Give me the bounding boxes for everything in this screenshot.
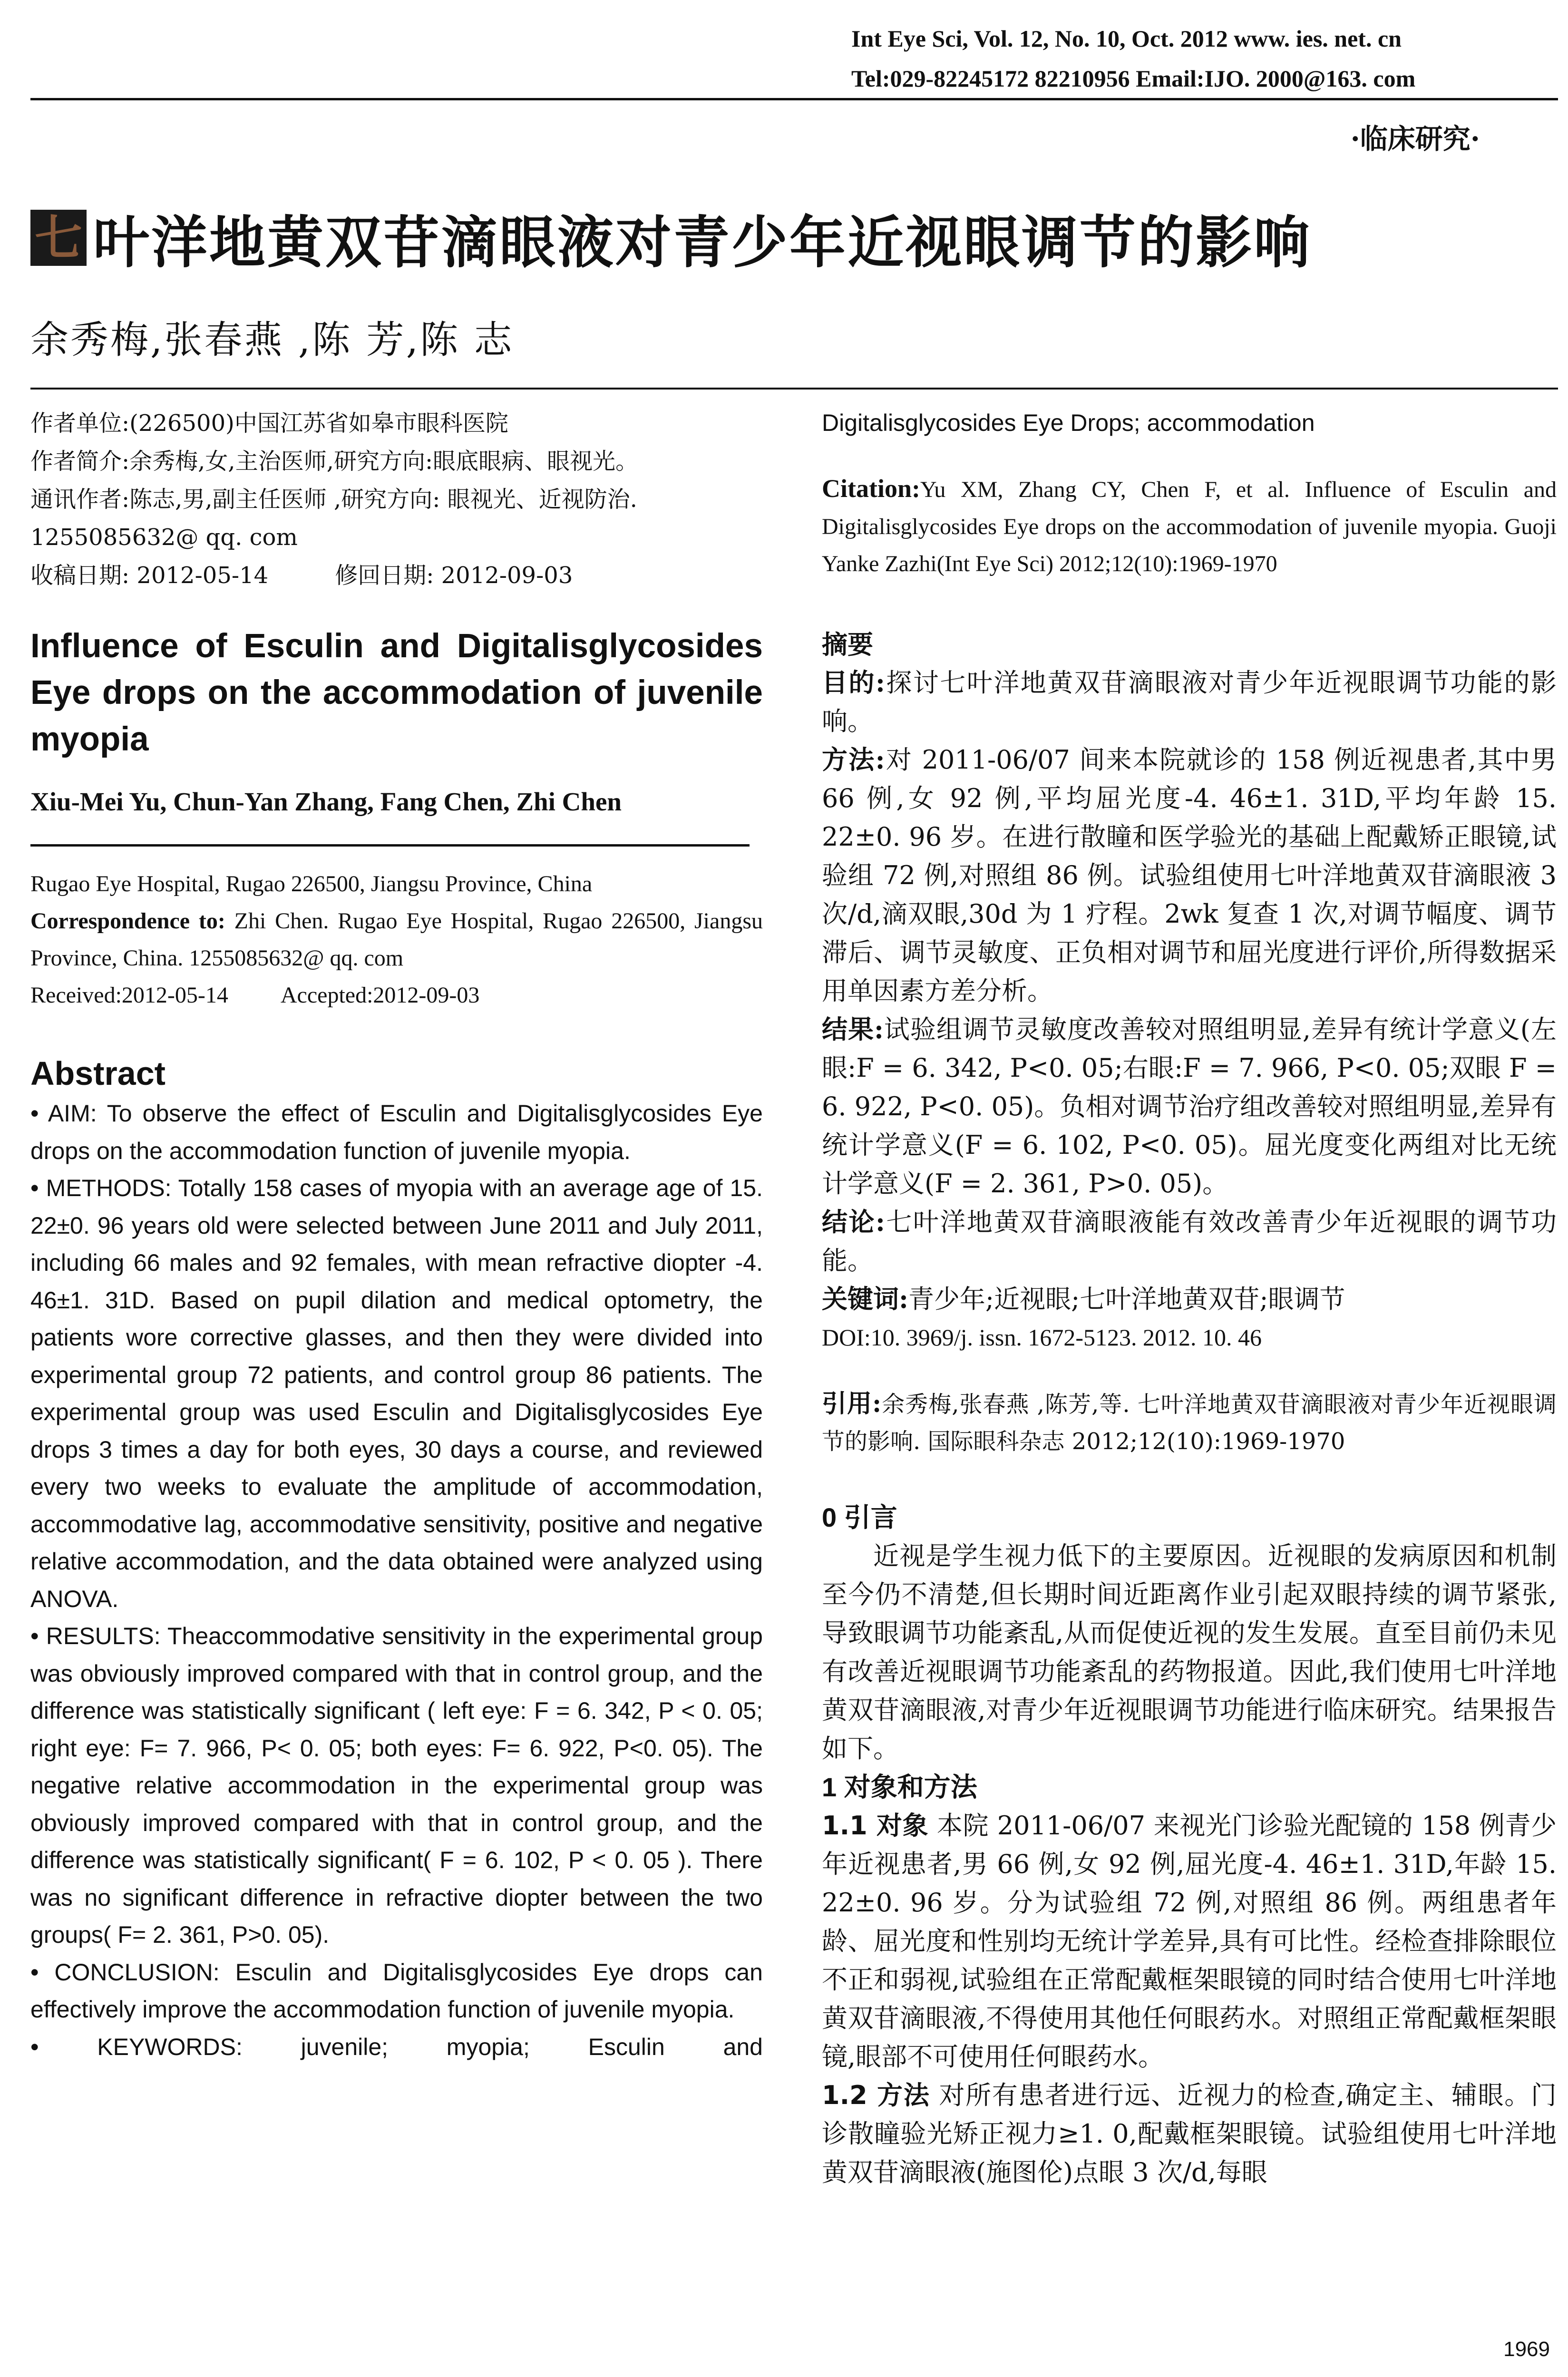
cn-abstract-heading: 摘要 — [822, 629, 873, 660]
correspondence — [30, 903, 763, 977]
subjects-label: 1.1 对象 — [822, 1811, 929, 1841]
accepted-date-en: Accepted:2012-09-03 — [280, 983, 480, 1008]
cn-abstract — [822, 663, 1557, 1357]
cn-methods-text: 对 2011-06/07 间来本院就诊的 158 例近视患者,其中男 66 例,女 92 例,平均屈光度-4. 46±1. 31D,平均年龄 15. 22±0. 96 岁。在进行散瞳和医学验光的基础上配戴矫正眼镜,试验组 72 例,对照组 86 例。试验组使用七叶洋地黄双苷滴眼液 3 次/d,滴双眼,30d 为 1 疗程。2wk 复查 1 次,对调节幅度、调节滞后、调节灵敏度、正负相对调节和屈光度进行评价,所得数据采用单因素方差分析。 — [822, 745, 1557, 1006]
title-first-char-block: 七 — [30, 210, 87, 266]
abstract-body — [30, 1095, 763, 2065]
cn-citation — [822, 1385, 1557, 1460]
title-text: 叶洋地黄双苷滴眼液对青少年近视眼调节的影响 — [93, 209, 1312, 275]
right-column — [822, 404, 1557, 2192]
cn-results-text: 试验组调节灵敏度改善较对照组明显,差异有统计学意义(左眼:F = 6. 342, P<0. 05;右眼:F = 7. 966, P<0. 05;双眼 F = 6. 922, P<0. 05)。负相对调节治疗组改善较对照组明显,差异有统计学意义(F = 6. 102, P<0. 05)。屈光度变化两组对比无统计学意义(F = 2. 361, P>0. 05)。 — [822, 1014, 1557, 1198]
english-rule — [30, 844, 750, 847]
abstract-aim: • AIM: To observe the effect of Esculin and Digitalisglycosides Eye drops on the accommodation function of juvenile myopia. — [30, 1100, 763, 1164]
dates-en — [30, 977, 763, 1014]
author-intro: 作者简介:余秀梅,女,主治医师,研究方向:眼底眼病、眼视光。 — [30, 448, 639, 475]
methods-heading: 1 对象和方法 — [822, 1772, 977, 1802]
method-text: 对所有患者进行远、近视力的检查,确定主、辅眼。门诊散瞳验光矫正视力≥1. 0,配戴框架眼镜。试验组使用七叶洋地黄双苷滴眼液(施图伦)点眼 3 次/d,每眼 — [822, 2080, 1557, 2187]
author-unit: 作者单位:(226500)中国江苏省如皋市眼科医院 — [30, 410, 508, 437]
abstract-results: • RESULTS: Theaccommodative sensitivity in the experimental group was obviously improved compared with that in control group, and the difference was statistically significant ( left eye: F = 6. 342, P < 0. 05; right eye: F= 7. 966, P< 0. 05; both eyes: F= 6. 922, P<0. 05). The negative relative accommodation in the experimental group was obviously improved compared with that in control group, and the difference was statistically significant( F = 6. 102, P < 0. 05 ). There was no significant difference in refractive diopter between the two groups( F= 2. 361, P>0. 05). — [30, 1623, 763, 1948]
authors-cn: 余秀梅,张春燕 ,陈 芳,陈 志 — [30, 318, 514, 362]
dates-cn — [30, 556, 763, 594]
received-date-cn: 收稿日期: 2012-05-14 — [30, 562, 269, 589]
abstract-methods: • METHODS: Totally 158 cases of myopia with an average age of 15. 22±0. 96 years old were selected between June 2011 and July 2011, including 66 males and 92 females, with mean refractive diopter -4. 46±1. 31D. Based on pupil dilation and medical optometry, the patients wore corrective glasses, and then they were divided into experimental group 72 patients, and control group 86 patients. The experimental group was used Esculin and Digitalisglycosides Eye drops 3 times a day for both eyes, 30 days a course, and reviewed every two weeks to evaluate the amplitude of accommodation, accommodative lag, accommodative sensitivity, positive and negative relative accommodation, and the data obtained were analyzed using ANOVA. — [30, 1175, 763, 1612]
subjects-paragraph — [822, 1806, 1557, 2076]
method-label: 1.2 方法 — [822, 2080, 930, 2110]
cn-results-label: 结果: — [822, 1014, 884, 1044]
cn-conclusion-text: 七叶洋地黄双苷滴眼液能有效改善青少年近视眼的调节功能。 — [822, 1207, 1557, 1276]
citation-en — [822, 470, 1557, 583]
abstract-keywords-tail: Digitalisglycosides Eye Drops; accommodation — [822, 409, 1315, 436]
page-number: 1969 — [1503, 2338, 1550, 2361]
journal-header-line2: Tel:029-82245172 82210956 Email:IJO. 2000@163. com — [851, 65, 1416, 92]
cn-results — [822, 1010, 1557, 1203]
abstract-keywords: • KEYWORDS: juvenile; myopia; Esculin and — [30, 2033, 763, 2060]
cn-keywords-text: 青少年;近视眼;七叶洋地黄双苷;眼调节 — [908, 1284, 1345, 1314]
subjects-text: 本院 2011-06/07 来视光门诊验光配镜的 158 例青少年近视患者,男 66 例,女 92 例,屈光度-4. 46±1. 31D,年龄 15. 22±0. 96 岁。分为试验组 72 例,对照组 86 例。两组患者年龄、屈光度和性别均无统计学差异,具有可比性。经检查排除眼位不正和弱视,试验组在正常配戴框架眼镜的同时结合使用七叶洋地黄双苷滴眼液,不得使用其他任何眼药水。对照组正常配戴框架眼镜,眼部不可使用任何眼药水。 — [822, 1811, 1557, 2072]
cn-citation-label: 引用: — [822, 1389, 882, 1418]
abstract-conclusion: • CONCLUSION: Esculin and Digitalisglycosides Eye drops can effectively improve the accommodation function of juvenile myopia. — [30, 1958, 763, 2023]
cn-conclusion — [822, 1203, 1557, 1280]
header-rule — [30, 98, 1558, 100]
cn-keywords-label: 关键词: — [822, 1284, 908, 1314]
journal-header-line1: Int Eye Sci, Vol. 12, No. 10, Oct. 2012 www. ies. net. cn — [851, 25, 1402, 52]
author-email: 1255085632@ qq. com — [30, 524, 298, 551]
cn-methods-label: 方法: — [822, 744, 885, 775]
citation-text: Yu XM, Zhang CY, Chen F, et al. Influence of Esculin and Digitalisglycosides Eye drops on the accommodation of juvenile myopia. Guoji Yanke Zazhi(Int Eye Sci) 2012;12(10):1969-1970 — [822, 477, 1557, 576]
cn-aim-label: 目的: — [822, 667, 885, 698]
english-authors: Xiu-Mei Yu, Chun-Yan Zhang, Fang Chen, Zhi Chen — [30, 787, 622, 816]
cn-conclusion-label: 结论: — [822, 1207, 885, 1237]
cn-citation-text: 余秀梅,张春燕 ,陈芳,等. 七叶洋地黄双苷滴眼液对青少年近视眼调节的影响. 国际眼科杂志 2012;12(10):1969-1970 — [822, 1391, 1557, 1455]
citation-label: Citation: — [822, 474, 920, 503]
cn-aim-text: 探讨七叶洋地黄双苷滴眼液对青少年近视眼调节功能的影响。 — [822, 668, 1557, 736]
corresponding-author: 通讯作者:陈志,男,副主任医师 ,研究方向: 眼视光、近视防治. — [30, 486, 637, 513]
article-title — [30, 200, 1312, 276]
intro-text: 近视是学生视力低下的主要原因。近视眼的发病原因和机制至今仍不清楚,但长期时间近距离作业引起双眼持续的调节紧张,导致眼调节功能紊乱,从而促使近视的发生发展。直至目前仍未见有改善近视眼调节功能紊乱的药物报道。因此,我们使用七叶洋地黄双苷滴眼液,对青少年近视眼调节功能进行临床研究。结果报告如下。 — [822, 1541, 1557, 1763]
left-column — [30, 404, 763, 2065]
cn-aim — [822, 663, 1557, 740]
section-tag: ·临床研究· — [1350, 123, 1480, 155]
affiliation: Rugao Eye Hospital, Rugao 226500, Jiangsu Province, China — [30, 871, 593, 896]
affiliation-block — [30, 866, 763, 1014]
cn-methods — [822, 740, 1557, 1010]
correspondence-label: Correspondence to: — [30, 908, 225, 934]
title-rule — [30, 388, 1558, 390]
doi: DOI:10. 3969/j. issn. 1672-5123. 2012. 10. 46 — [822, 1324, 1262, 1351]
method-paragraph — [822, 2076, 1557, 2192]
english-title: Influence of Esculin and Digitalisglycosides Eye drops on the accommodation of juvenile myopia — [30, 627, 763, 758]
intro-heading: 0 引言 — [822, 1502, 897, 1532]
revised-date-cn: 修回日期: 2012-09-03 — [335, 562, 573, 589]
abstract-heading: Abstract — [30, 1055, 166, 1092]
cn-keywords — [822, 1280, 1557, 1318]
correspondence-text: Zhi Chen. Rugao Eye Hospital, Rugao 226500, Jiangsu Province, China. 1255085632@ qq. com — [30, 908, 763, 971]
received-date-en: Received:2012-05-14 — [30, 983, 228, 1008]
